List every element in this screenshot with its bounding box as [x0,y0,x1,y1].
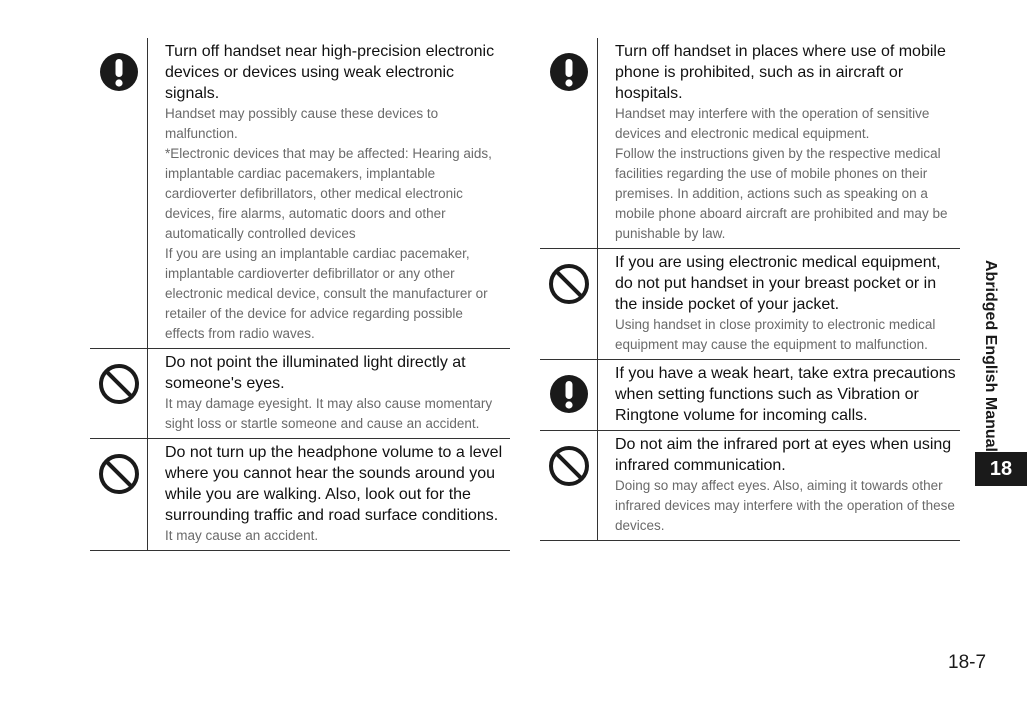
caution-body: Using handset in close proximity to electronic medical equipment may cause the equipment to malfunction. [615,317,936,352]
chapter-tab: 18 [975,452,1027,486]
caution-heading: Do not aim the infrared port at eyes when using infrared communication. [615,436,952,474]
caution-body: Handset may possibly cause these devices to malfunction. *Electronic devices that may be affected: Hearing aids, implantable cardiac pacemakers, implantable cardioverter defibrillators, other medical electronic devices, fire alarms, automatic doors and other automatically controlled devices If you are using an implantable cardiac pacemaker, implantable cardioverter defibrillator or any other electronic medical device, consult the manufacturer or retailer of the device for advice regarding possible effects from radio waves. [165,106,492,341]
left-column [90,38,510,551]
prohibited-icon [548,263,590,359]
right-column [540,38,960,541]
side-label-text: Abridged English Manual [982,259,1000,452]
caution-heading: Do not turn up the headphone volume to a level where you cannot hear the sounds around you while you are walking. Also, look out for the surrounding traffic and road surface conditions. [165,444,503,524]
caution-item [540,38,960,249]
caution-item [540,431,960,541]
caution-body: It may damage eyesight. It may also cause momentary sight loss or startle someone and cause an accident. [165,396,493,431]
exclamation-icon [549,374,589,430]
page-number: 18-7 [948,652,987,673]
caution-heading: If you have a weak heart, take extra precautions when setting functions such as Vibration or Ringtone volume for incoming calls. [615,365,956,424]
caution-heading: Turn off handset in places where use of mobile phone is prohibited, such as in aircraft or hospitals. [615,43,946,102]
caution-item [540,360,960,431]
caution-item [540,249,960,360]
exclamation-icon [99,52,139,348]
prohibited-icon [548,445,590,540]
caution-heading: Turn off handset near high-precision electronic devices or devices using weak electronic signals. [165,43,495,102]
section-side-label [977,258,1003,453]
caution-item [90,439,510,551]
caution-body: It may cause an accident. [165,528,319,543]
exclamation-icon [549,52,589,248]
prohibited-icon [98,363,140,438]
caution-item [90,349,510,439]
prohibited-icon [98,453,140,550]
caution-heading: Do not point the illuminated light directly at someone's eyes. [165,354,466,392]
caution-item [90,38,510,349]
caution-heading: If you are using electronic medical equipment, do not put handset in your breast pocket or in the inside pocket of your jacket. [615,254,941,313]
caution-body: Doing so may affect eyes. Also, aiming it towards other infrared devices may interfere with the operation of these devices. [615,478,955,533]
caution-body: Handset may interfere with the operation of sensitive devices and electronic medical equipment. Follow the instructions given by the respective medical facilities regarding the use of mobile phones on their premises. In addition, actions such as speaking on a mobile phone aboard aircraft are prohibited and may be punishable by law. [615,106,948,241]
